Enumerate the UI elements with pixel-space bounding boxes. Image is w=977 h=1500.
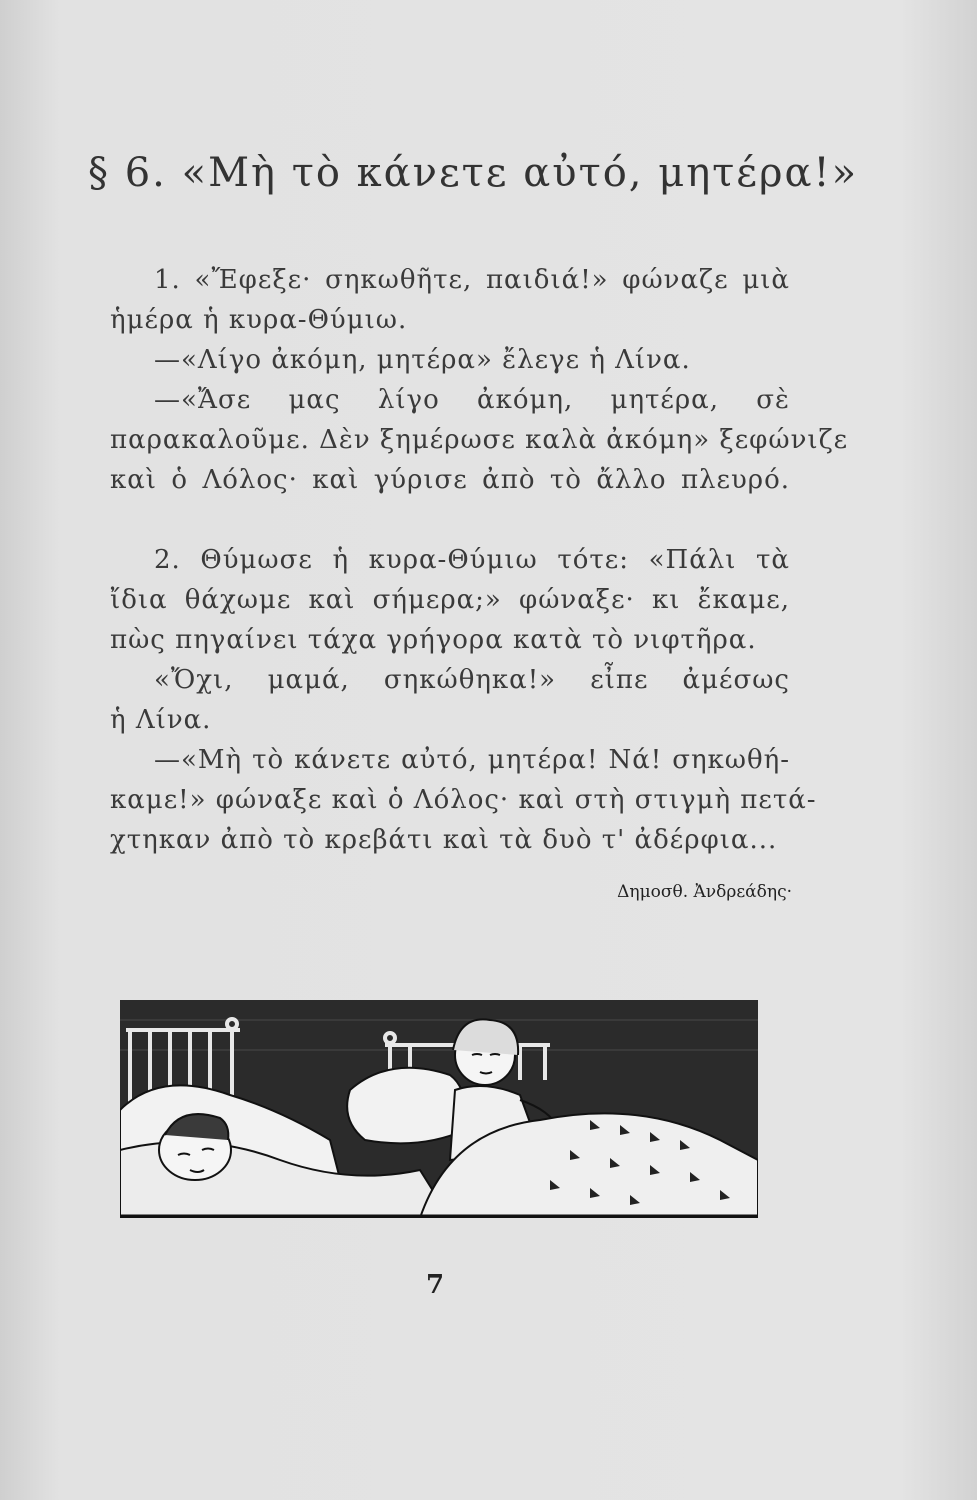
text-line: ἡμέρα ἡ κυρα-Θύμιω.	[110, 305, 408, 335]
text-line: παρακαλοῦμε. Δὲν ξημέρωσε καλὰ ἀκόμη» ξεφώνιζε	[110, 425, 849, 455]
text-line: ἡ Λίνα.	[110, 705, 212, 735]
page-number: 7	[425, 1270, 445, 1300]
text-line: —«Ἄσε μας λίγο ἀκόμη, μητέρα, σὲ	[154, 385, 790, 415]
text-line: «Ὄχι, μαμά, σηκώθηκα!» εἶπε ἀμέσως	[154, 665, 790, 695]
text-line: 1. «Ἔφεξε· σηκωθῆτε, παιδιά!» φώναζε μιὰ	[154, 265, 790, 295]
text-line: ἴδια θάχωμε καὶ σήμερα;» φώναξε· κι ἔκαμε,	[110, 585, 790, 615]
author-attribution: Δημοσθ. Ἀνδρεάδης·	[617, 882, 792, 902]
section-heading: § 6. «Μὴ τὸ κάνετε αὐτό, μητέρα!»	[88, 150, 859, 196]
text-line: —«Μὴ τὸ κάνετε αὐτό, μητέρα! Νά! σηκωθή-	[154, 745, 790, 775]
text-line: πὼς πηγαίνει τάχα γρήγορα κατὰ τὸ νιφτῆρα.	[110, 625, 757, 655]
text-line: —«Λίγο ἀκόμη, μητέρα» ἔλεγε ἡ Λίνα.	[154, 345, 691, 375]
text-line: 2. Θύμωσε ἡ κυρα-Θύμιω τότε: «Πάλι τὰ	[154, 545, 790, 575]
paragraph-1	[110, 260, 849, 500]
children-in-bed-illustration	[120, 1000, 758, 1218]
text-line: καμε!» φώναξε καὶ ὁ Λόλος· καὶ στὴ στιγμὴ πετά-	[110, 785, 817, 815]
text-line: χτηκαν ἀπὸ τὸ κρεβάτι καὶ τὰ δυὸ τ' ἀδέρφια...	[110, 825, 778, 855]
text-line: καὶ ὁ Λόλος· καὶ γύρισε ἀπὸ τὸ ἄλλο πλευρό.	[110, 465, 790, 495]
paragraph-2	[110, 540, 817, 860]
